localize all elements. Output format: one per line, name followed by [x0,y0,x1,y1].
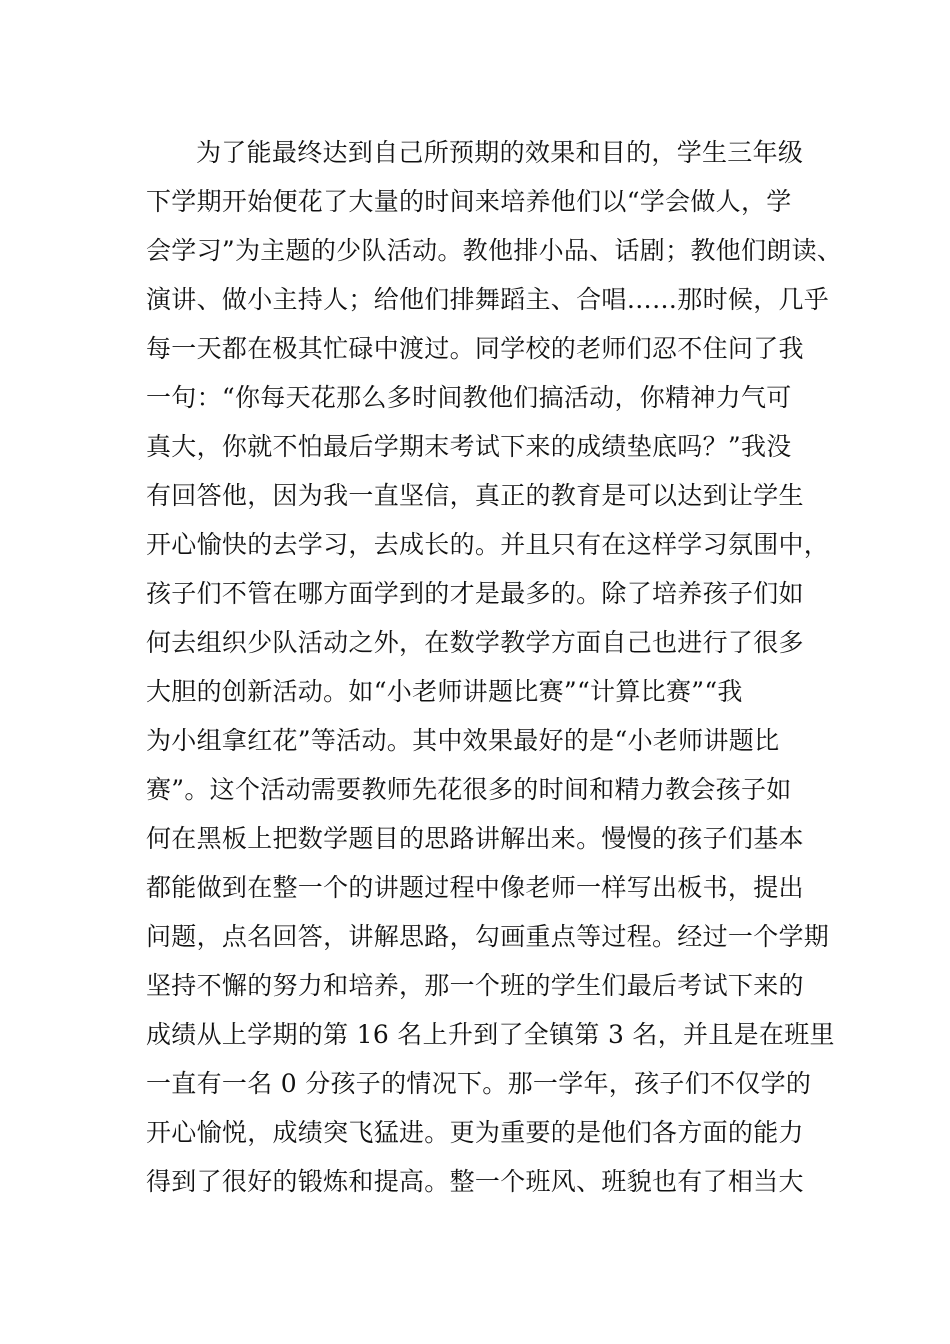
text-line: 成绩从上学期的第 16 名上升到了全镇第 3 名，并且是在班里 [146,1020,835,1049]
text-line: 一句：“你每天花那么多时间教他们搞活动，你精神力气可 [146,383,792,412]
text-line: 赛”。这个活动需要教师先花很多的时间和精力教会孩子如 [146,775,792,804]
text-line: 会学习”为主题的少队活动。教他排小品、话剧；教他们朗读、 [146,236,843,265]
text-line: 得到了很好的锻炼和提高。整一个班风、班貌也有了相当大 [146,1167,804,1196]
text-line: 坚持不懈的努力和培养，那一个班的学生们最后考试下来的 [146,971,804,1000]
text-line: 为了能最终达到自己所预期的效果和目的，学生三年级 [196,138,804,167]
text-line: 开心愉悦，成绩突飞猛进。更为重要的是他们各方面的能力 [146,1118,804,1147]
text-line: 大胆的创新活动。如“小老师讲题比赛”“计算比赛”“我 [146,677,743,706]
text-line: 下学期开始便花了大量的时间来培养他们以“学会做人，学 [146,187,792,216]
text-line: 为小组拿红花”等活动。其中效果最好的是“小老师讲题比 [146,726,780,755]
text-line: 问题，点名回答，讲解思路，勾画重点等过程。经过一个学期 [146,922,830,951]
text-line: 何在黑板上把数学题目的思路讲解出来。慢慢的孩子们基本 [146,824,804,853]
text-line: 真大，你就不怕最后学期末考试下来的成绩垫底吗？”我没 [146,432,792,461]
text-line: 孩子们不管在哪方面学到的才是最多的。除了培养孩子们如 [146,579,804,608]
text-line: 有回答他，因为我一直坚信，真正的教育是可以达到让学生 [146,481,804,510]
text-line: 开心愉快的去学习，去成长的。并且只有在这样学习氛围中， [146,530,830,559]
text-line: 何去组织少队活动之外，在数学教学方面自己也进行了很多 [146,628,804,657]
body-paragraph [146,128,846,1206]
text-line: 一直有一名 0 分孩子的情况下。那一学年，孩子们不仅学的 [146,1069,812,1098]
text-line: 演讲、做小主持人；给他们排舞蹈主、合唱……那时候，几乎 [146,285,830,314]
text-line: 都能做到在整一个的讲题过程中像老师一样写出板书，提出 [146,873,804,902]
text-line: 每一天都在极其忙碌中渡过。同学校的老师们忍不住问了我 [146,334,804,363]
